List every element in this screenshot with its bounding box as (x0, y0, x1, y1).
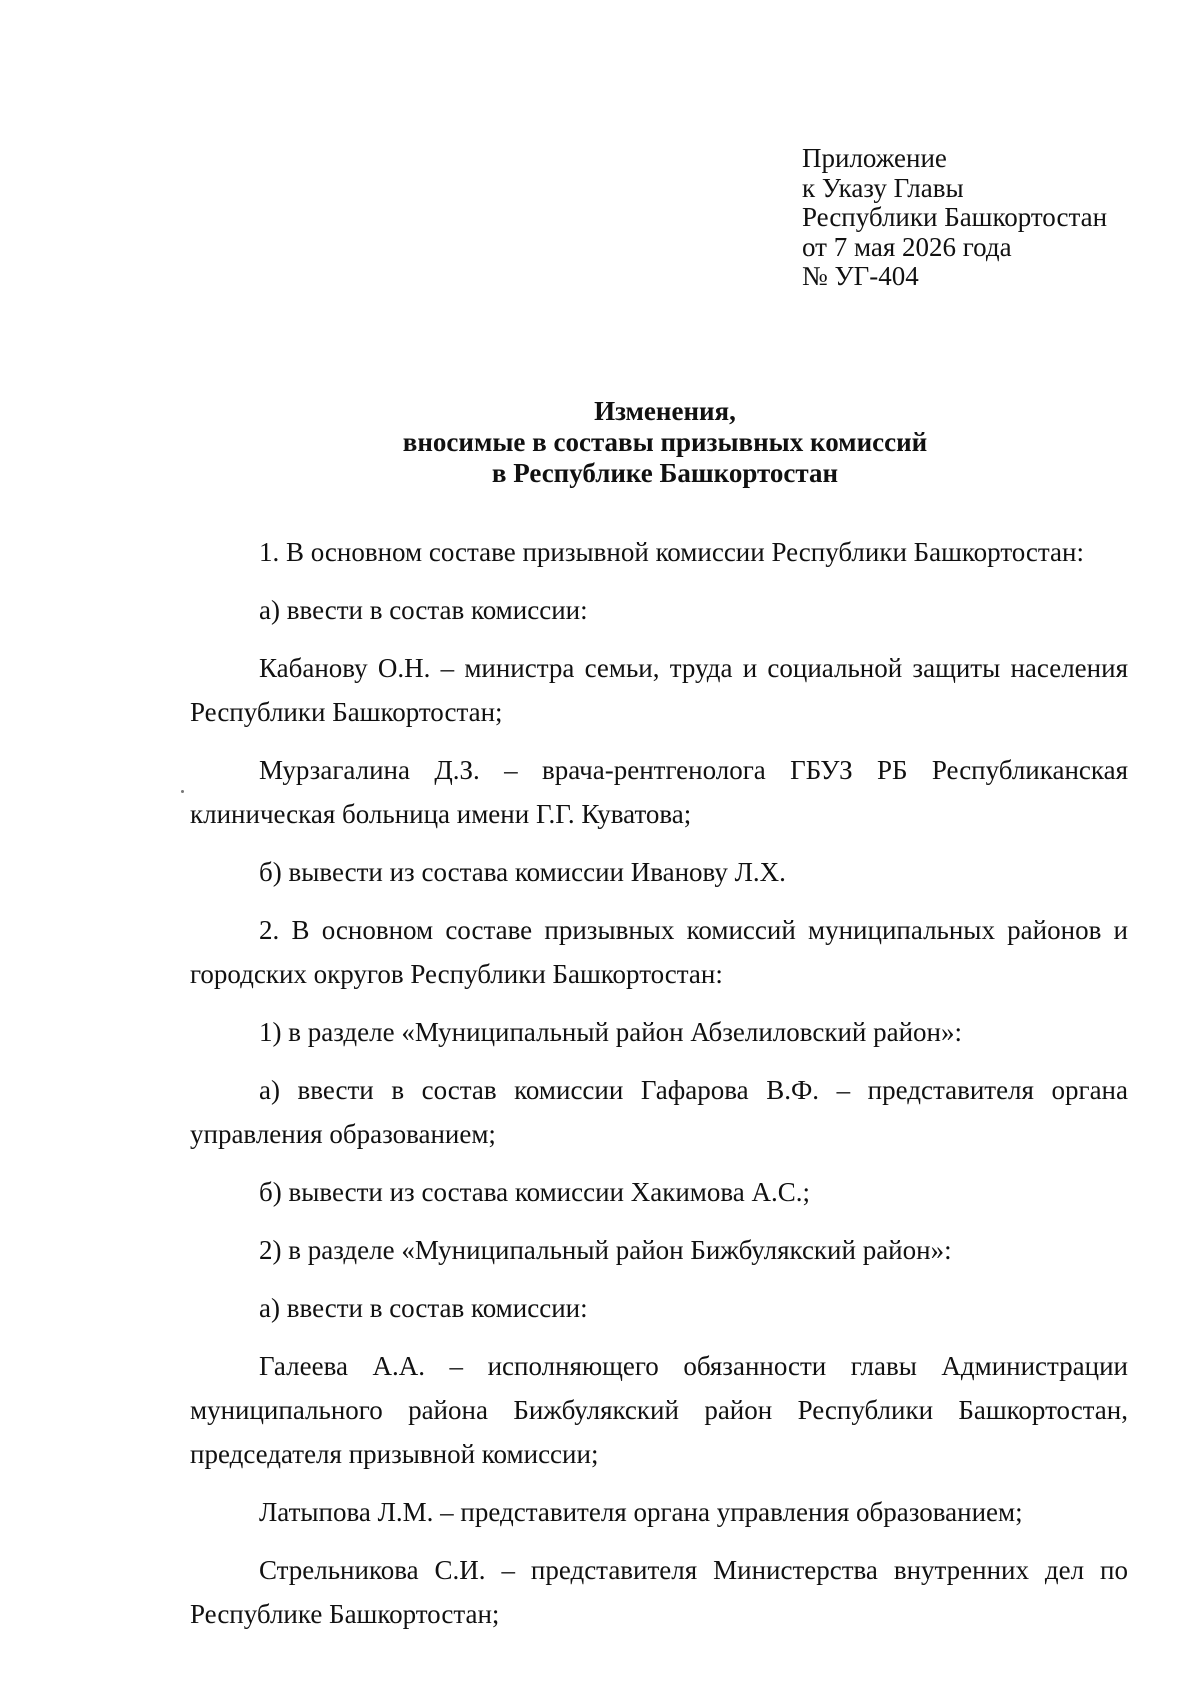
annex-header (802, 144, 1107, 292)
title-line: Изменения, (594, 396, 736, 426)
paragraph: Кабанову О.Н. – министра семьи, труда и социальной защиты населения Республики Башкортостан; (190, 653, 1128, 727)
paragraph: б) вывести из состава комиссии Хакимова А.С.; (259, 1177, 810, 1207)
document-title (190, 396, 1140, 489)
paragraph: а) ввести в состав комиссии: (259, 595, 588, 625)
annex-line: Республики Башкортостан (802, 202, 1108, 232)
paragraph: Латыпова Л.М. – представителя органа управления образованием; (259, 1497, 1023, 1527)
paragraph: 2) в разделе «Муниципальный район Бижбулякский район»: (259, 1235, 952, 1265)
paragraph: 1) в разделе «Муниципальный район Абзелиловский район»: (259, 1017, 962, 1047)
paragraph: а) ввести в состав комиссии Гафарова В.Ф. – представителя органа управления образованием; (190, 1075, 1128, 1149)
annex-number: № УГ-404 (802, 261, 919, 291)
paragraph: Галеева А.А. – исполняющего обязанности главы Администрации муниципального района Бижбулякский район Республики Башкортостан, председателя призывной комиссии; (190, 1351, 1128, 1469)
scan-artifact (181, 790, 184, 793)
paragraph: 2. В основном составе призывных комиссий муниципальных районов и городских округов Республики Башкортостан: (190, 915, 1128, 989)
paragraph: б) вывести из состава комиссии Иванову Л.Х. (259, 857, 786, 887)
paragraph: 1. В основном составе призывной комиссии Республики Башкортостан: (259, 537, 1084, 567)
annex-line: Приложение (802, 143, 947, 173)
title-line: вносимые в составы призывных комиссий (402, 427, 928, 457)
paragraph: а) ввести в состав комиссии: (259, 1293, 588, 1323)
paragraph: Стрельникова С.И. – представителя Министерства внутренних дел по Республике Башкортостан; (190, 1555, 1128, 1629)
paragraph: Мурзагалина Д.З. – врача-рентгенолога ГБУЗ РБ Республиканская клиническая больница имени Г.Г. Куватова; (190, 755, 1128, 829)
annex-line: к Указу Главы (802, 172, 964, 203)
annex-date: от 7 мая 2026 года (802, 231, 1012, 262)
document-body (190, 530, 1128, 1650)
title-line: в Республике Башкортостан (491, 458, 839, 488)
